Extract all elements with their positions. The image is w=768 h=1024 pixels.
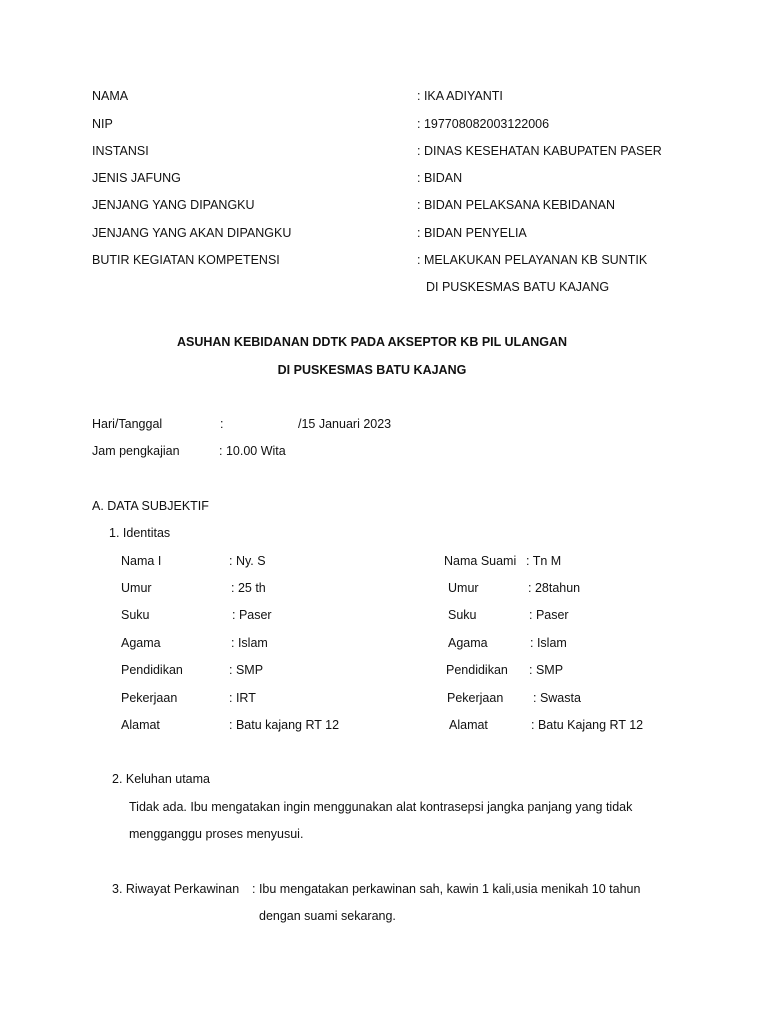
wife-value-agama: : Islam [231,636,268,650]
wife-label-pekerjaan: Pekerjaan [121,691,178,705]
riwayat-perkawinan-label: 3. Riwayat Perkawinan [112,882,240,896]
time-label: Jam pengkajian [92,444,180,458]
husband-label-nama: Nama Suami [444,554,517,568]
husband-label-suku: Suku [448,608,477,622]
riwayat-perkawinan-line-2: dengan suami sekarang. [259,909,396,923]
date-label: Hari/Tanggal [92,417,163,431]
husband-value-umur: : 28tahun [528,581,581,595]
husband-label-pendidikan: Pendidikan [446,663,508,677]
husband-value-suku: : Paser [529,608,569,622]
header-value-nama: : IKA ADIYANTI [417,89,503,103]
wife-label-pendidikan: Pendidikan [121,663,183,677]
riwayat-perkawinan-line-1: : Ibu mengatakan perkawinan sah, kawin 1 kali,usia menikah 10 tahun [252,882,641,896]
husband-value-pendidikan: : SMP [529,663,564,677]
header-label-jenis-jafung: JENIS JAFUNG [92,171,181,185]
wife-label-umur: Umur [121,581,152,595]
husband-value-alamat: : Batu Kajang RT 12 [531,718,644,732]
husband-label-agama: Agama [448,636,488,650]
header-label-jenjang-dipangku: JENJANG YANG DIPANGKU [92,198,255,212]
date-colon: : [220,417,224,431]
header-value-jenis-jafung: : BIDAN [417,171,463,185]
header-value-jenjang-akan: : BIDAN PENYELIA [417,226,527,240]
header-value-butir: : MELAKUKAN PELAYANAN KB SUNTIK [417,253,648,267]
wife-value-pendidikan: : SMP [229,663,264,677]
wife-label-alamat: Alamat [121,718,160,732]
title-line-2: DI PUSKESMAS BATU KAJANG [277,363,467,377]
identitas-heading: 1. Identitas [109,526,171,540]
husband-value-pekerjaan: : Swasta [533,691,581,705]
header-label-instansi: INSTANSI [92,144,149,158]
wife-value-alamat: : Batu kajang RT 12 [229,718,340,732]
husband-label-alamat: Alamat [449,718,488,732]
wife-value-nama: : Ny. S [229,554,266,568]
husband-label-pekerjaan: Pekerjaan [447,691,504,705]
header-value-nip: : 197708082003122006 [417,117,550,131]
wife-label-nama: Nama I [121,554,162,568]
keluhan-text-line-1: Tidak ada. Ibu mengatakan ingin menggunakan alat kontrasepsi jangka panjang yang tidak [129,800,633,814]
date-value: /15 Januari 2023 [298,417,392,431]
keluhan-heading: 2. Keluhan utama [112,772,210,786]
header-label-nip: NIP [92,117,113,131]
time-value: : 10.00 Wita [219,444,286,458]
husband-value-agama: : Islam [530,636,567,650]
header-label-nama: NAMA [92,89,129,103]
wife-value-pekerjaan: : IRT [229,691,256,705]
husband-label-umur: Umur [448,581,479,595]
section-a-heading: A. DATA SUBJEKTIF [92,499,209,513]
header-value-jenjang-dipangku: : BIDAN PELAKSANA KEBIDANAN [417,198,615,212]
header-label-butir: BUTIR KEGIATAN KOMPETENSI [92,253,280,267]
wife-value-umur: : 25 th [231,581,266,595]
header-value-butir-continuation: DI PUSKESMAS BATU KAJANG [426,280,610,294]
wife-value-suku: : Paser [232,608,272,622]
wife-label-agama: Agama [121,636,161,650]
header-value-instansi: : DINAS KESEHATAN KABUPATEN PASER [417,144,662,158]
husband-value-nama: : Tn M [526,554,562,568]
keluhan-text-line-2: mengganggu proses menyusui. [129,827,304,841]
title-line-1: ASUHAN KEBIDANAN DDTK PADA AKSEPTOR KB PIL ULANGAN [176,335,568,349]
wife-label-suku: Suku [121,608,150,622]
header-label-jenjang-akan: JENJANG YANG AKAN DIPANGKU [92,226,292,240]
